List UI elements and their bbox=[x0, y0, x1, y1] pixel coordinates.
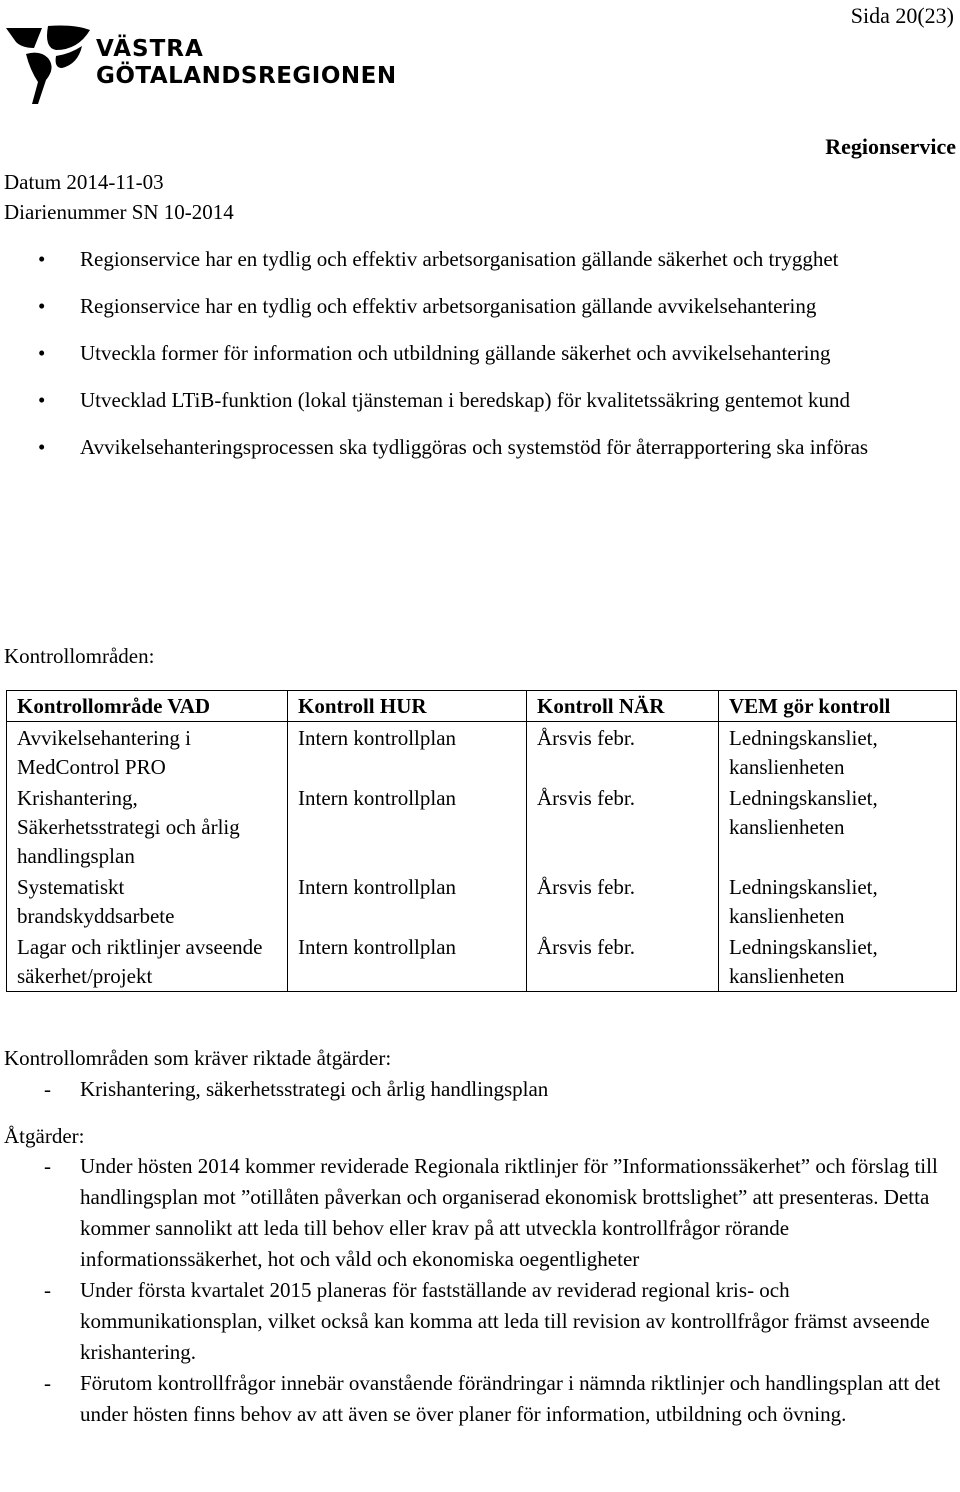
table-header-row bbox=[7, 691, 957, 722]
table-row bbox=[7, 931, 957, 992]
logo-text-line1: VÄSTRA bbox=[96, 36, 204, 62]
organization-logo bbox=[4, 24, 397, 106]
list-item bbox=[4, 1275, 960, 1368]
bullet-item bbox=[40, 432, 955, 463]
riktade-heading: Kontrollområden som kräver riktade åtgärder: bbox=[4, 1046, 392, 1070]
bullet-text: Utvecklad LTiB-funktion (lokal tjänsteman i beredskap) för kvalitetssäkring gentemot kund bbox=[80, 388, 851, 412]
table-cell: Ledningskansliet, kanslienheten bbox=[719, 931, 957, 992]
riktade-list bbox=[4, 1074, 956, 1105]
table-cell: Ledningskansliet, kanslienheten bbox=[719, 722, 957, 783]
table-cell: Ledningskansliet, kanslienheten bbox=[719, 871, 957, 931]
column-header: Kontroll NÄR bbox=[527, 691, 719, 722]
table-row bbox=[7, 871, 957, 931]
atgarder-list bbox=[4, 1151, 960, 1430]
dash-symbol: - bbox=[44, 1371, 51, 1395]
dash-symbol: - bbox=[44, 1278, 51, 1302]
document-meta bbox=[4, 167, 234, 227]
table-cell: Årsvis febr. bbox=[527, 931, 719, 992]
bullet-item bbox=[40, 291, 955, 322]
table-cell: Intern kontrollplan bbox=[288, 782, 527, 871]
bullet-text: Regionservice har en tydlig och effektiv arbetsorganisation gällande säkerhet och trygghet bbox=[80, 247, 839, 271]
column-header: Kontroll HUR bbox=[288, 691, 527, 722]
dash-symbol: - bbox=[44, 1154, 51, 1178]
table-cell: Intern kontrollplan bbox=[288, 722, 527, 783]
bullet-item bbox=[40, 385, 955, 416]
table-cell: Avvikelsehantering i MedControl PRO bbox=[7, 722, 288, 783]
bullet-symbol: • bbox=[38, 388, 46, 412]
goal-bullet-list bbox=[40, 244, 955, 479]
list-item bbox=[4, 1368, 960, 1430]
table-cell: Krishantering, Säkerhetsstrategi och årlig handlingsplan bbox=[7, 782, 288, 871]
kontroll-heading: Kontrollområden: bbox=[4, 644, 155, 668]
bullet-symbol: • bbox=[38, 294, 46, 318]
table-cell: Intern kontrollplan bbox=[288, 871, 527, 931]
list-item-text: Förutom kontrollfrågor innebär ovanstående förändringar i nämnda riktlinjer och handlingsplan att det under hösten finns behov av att även se över planer för information, utbildning och övning. bbox=[80, 1371, 941, 1426]
bullet-text: Utveckla former för information och utbildning gällande säkerhet och avvikelsehantering bbox=[80, 341, 831, 365]
list-item-text: Under hösten 2014 kommer reviderade Regionala riktlinjer för ”Informationssäkerhet” och förslag till handlingsplan mot ”otillåten påverkan och organiserad ekonomisk brottslighet” att presenteras. Detta kommer sannolikt att leda till behov eller krav på att utveckla kontrollfrågor rörande informationssäkerhet, hot och våld och ekonomiska oegentligheter bbox=[80, 1154, 938, 1271]
logo-text-line2: GÖTALANDSREGIONEN bbox=[96, 63, 397, 89]
table-row bbox=[7, 722, 957, 783]
table-row bbox=[7, 782, 957, 871]
document-diary-number: Diarienummer SN 10-2014 bbox=[4, 200, 234, 224]
dash-symbol: - bbox=[44, 1077, 51, 1101]
table-cell: Ledningskansliet, kanslienheten bbox=[719, 782, 957, 871]
table-cell: Lagar och riktlinjer avseende säkerhet/projekt bbox=[7, 931, 288, 992]
table-cell: Intern kontrollplan bbox=[288, 931, 527, 992]
bullet-text: Avvikelsehanteringsprocessen ska tydliggöras och systemstöd för återrapportering ska införas bbox=[80, 435, 869, 459]
bullet-item bbox=[40, 338, 955, 369]
atgarder-heading: Åtgärder: bbox=[4, 1124, 85, 1148]
bullet-text: Regionservice har en tydlig och effektiv arbetsorganisation gällande avvikelsehantering bbox=[80, 294, 817, 318]
table-cell: Årsvis febr. bbox=[527, 722, 719, 783]
list-item bbox=[4, 1151, 960, 1275]
bullet-symbol: • bbox=[38, 435, 46, 459]
column-header: Kontrollområde VAD bbox=[7, 691, 288, 722]
list-item bbox=[4, 1074, 956, 1105]
bullet-symbol: • bbox=[38, 341, 46, 365]
column-header: VEM gör kontroll bbox=[719, 691, 957, 722]
page-number: Sida 20(23) bbox=[850, 3, 954, 28]
bullet-item bbox=[40, 244, 955, 275]
bullet-symbol: • bbox=[38, 247, 46, 271]
control-table bbox=[6, 690, 957, 992]
list-item-text: Krishantering, säkerhetsstrategi och årlig handlingsplan bbox=[80, 1077, 549, 1101]
department-name: Regionservice bbox=[825, 134, 956, 159]
table-cell: Årsvis febr. bbox=[527, 871, 719, 931]
table-cell: Årsvis febr. bbox=[527, 782, 719, 871]
document-date: Datum 2014-11-03 bbox=[4, 170, 164, 194]
vgr-logo-icon bbox=[4, 24, 92, 106]
list-item-text: Under första kvartalet 2015 planeras för fastställande av reviderad regional kris- och kommunikationsplan, vilket också kan komma att leda till revision av kontrollfrågor främst avseende krishantering. bbox=[80, 1278, 930, 1364]
table-cell: Systematiskt brandskyddsarbete bbox=[7, 871, 288, 931]
